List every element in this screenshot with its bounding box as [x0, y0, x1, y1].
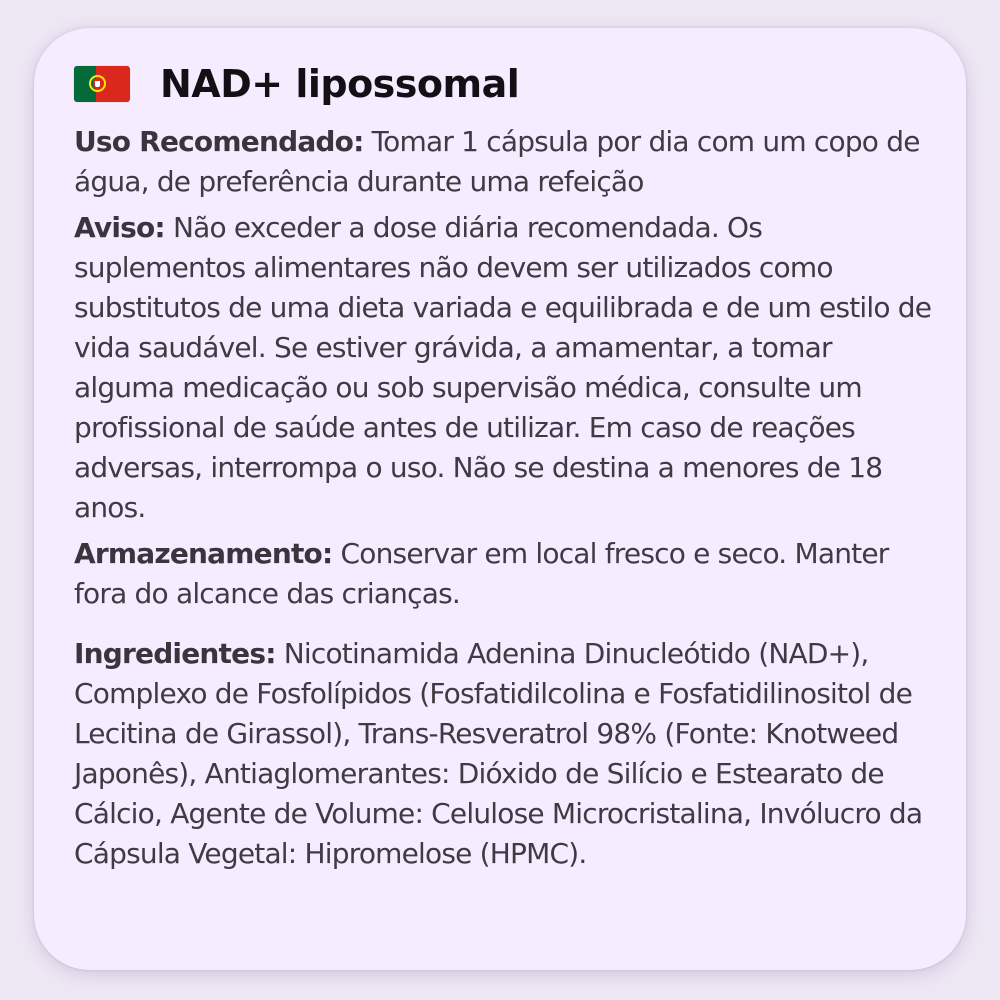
- warning-section: [74, 208, 936, 528]
- portugal-flag-icon: [74, 66, 130, 102]
- warning-text: Não exceder a dose diária recomendada. Os suplementos alimentares não devem ser utilizados como substitutos de uma dieta variada e equilibrada e de um estilo de vida saudável. Se estiver grávida, a amamentar, a tomar alguma medicação ou sob supervisão médica, consulte um profissional de saúde antes de utilizar. Em caso de reações adversas, interrompa o uso. Não se destina a menores de 18 anos.: [74, 211, 932, 524]
- card-header: [74, 58, 938, 110]
- warning-label: Aviso:: [74, 211, 165, 244]
- product-label-card: [34, 28, 966, 970]
- storage-section: [74, 534, 936, 614]
- usage-label: Uso Recomendado:: [74, 125, 364, 158]
- ingredients-text: Nicotinamida Adenina Dinucleótido (NAD+), Complexo de Fosfolípidos (Fosfatidilcolina e Fosfatidilinositol de Lecitina de Girassol), Trans-Resveratrol 98% (Fonte: Knotweed Japonês), Antiaglomerantes: Dióxido de Silício e Estearato de Cálcio, Agente de Volume: Celulose Microcristalina, Invólucro da Cápsula Vegetal: Hipromelose (HPMC).: [74, 637, 923, 870]
- ingredients-label: Ingredientes:: [74, 637, 276, 670]
- product-title: NAD+ lipossomal: [160, 62, 520, 106]
- usage-section: [74, 122, 936, 202]
- storage-label: Armazenamento:: [74, 537, 333, 570]
- ingredients-section: [74, 634, 936, 874]
- usage-text: Tomar 1 cápsula por dia com um copo de água, de preferência durante uma refeição: [74, 125, 920, 198]
- storage-text: Conservar em local fresco e seco. Manter fora do alcance das crianças.: [74, 537, 889, 610]
